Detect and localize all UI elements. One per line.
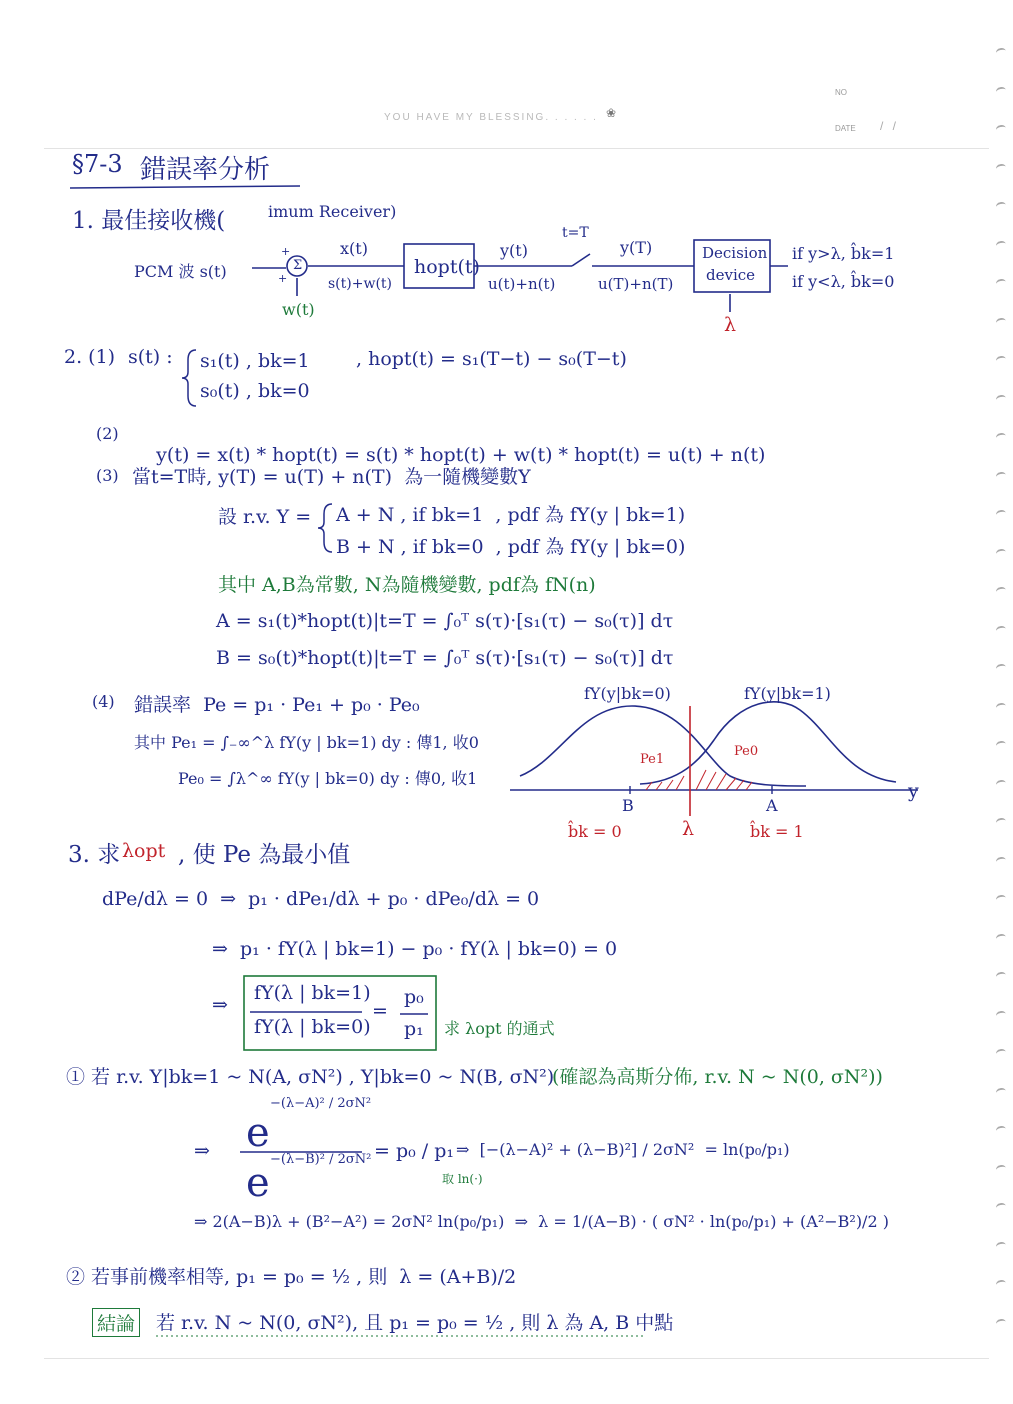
header-date-value: / / xyxy=(880,119,900,133)
gauss-den-exp: −(λ−B)² / 2σN² xyxy=(270,1152,372,1167)
sampler-switch xyxy=(572,254,590,266)
item1-title-fragment: imum Receiver) xyxy=(268,202,397,221)
item3-label: 3. 求 xyxy=(68,842,121,868)
gauss-num-exp: −(λ−A)² / 2σN² xyxy=(270,1096,372,1111)
item3-case2: ② 若事前機率相等, p₁ = p₀ = ½ , 則 λ = (A+B)/2 xyxy=(66,1266,517,1288)
diagram-source-label: PCM 波 s(t) xyxy=(134,262,227,281)
conclusion-text: 若 r.v. N ~ N(0, σN²), 且 p₁ = p₀ = ½ , 則 λ 為 A, B 中點 xyxy=(156,1312,674,1334)
fraction-bars xyxy=(240,1012,428,1152)
decision-rule-2: if y<λ, b̂k=0 xyxy=(792,272,895,291)
summer-circle xyxy=(287,256,307,276)
yT-expr: u(T)+n(T) xyxy=(598,275,674,293)
header-blessing: YOU HAVE MY BLESSING. . . . . . xyxy=(384,112,598,123)
item2-p1-label: 2. (1) xyxy=(64,346,116,368)
x-expr: s(t)+w(t) xyxy=(328,276,392,292)
sampler-label: t=T xyxy=(562,225,589,241)
gauss-arrow: ⇒ xyxy=(194,1140,210,1162)
sum-plus-left: + xyxy=(278,272,288,285)
item3-eq1: dPe/dλ = 0 ⇒ p₁ · dPe₁/dλ + p₀ · dPe₀/dλ = 0 xyxy=(102,888,540,910)
threshold-label: λ xyxy=(724,314,737,336)
brace-s xyxy=(182,350,196,406)
pdf-graph xyxy=(510,702,918,816)
item3-eq3-equals: = xyxy=(372,1000,388,1022)
item3-eq3-rhs-den: p₁ xyxy=(404,1018,424,1040)
item3-eq3-den: fY(λ | bk=0) xyxy=(254,1016,371,1038)
graph-decide0: b̂k = 0 xyxy=(568,822,622,841)
decision-rule-1: if y>λ, b̂k=1 xyxy=(792,244,895,263)
x-label: x(t) xyxy=(340,239,368,258)
item2-p3-case1: A + N , if bk=1 , pdf 為 fY(y | bk=1) xyxy=(336,504,686,526)
gauss-base-den: e xyxy=(246,1160,270,1206)
item3-solve-line: ⇒ 2(A−B)λ + (B²−A²) = 2σN² ln(p₀/p₁) ⇒ λ = 1/(A−B) · ( σN² · ln(p₀/p₁) + (A²−B²)/2 ) xyxy=(194,1212,889,1231)
item2-p2-label: (2) xyxy=(96,424,119,443)
item3-lambda-opt: λopt xyxy=(122,840,166,862)
item3-eq2: ⇒ p₁ · fY(λ | bk=1) − p₀ · fY(λ | bk=0) = 0 xyxy=(212,938,618,960)
item2-p1-hopt: , hopt(t) = s₁(T−t) − s₀(T−t) xyxy=(356,348,627,370)
conclusion-tag: 結論 xyxy=(92,1308,140,1337)
item3-eq3-note: 求 λopt 的通式 xyxy=(444,1019,555,1038)
item1-label: 1. 最佳接收機( xyxy=(72,208,226,234)
decision-line2: device xyxy=(706,266,756,284)
item2-p3-label: (3) xyxy=(96,466,119,485)
y-label: y(t) xyxy=(500,241,528,260)
item2-p4-pe0: Pe₀ = ∫λ^∞ fY(y | bk=0) dy : 傳0, 收1 xyxy=(178,769,478,788)
brace-Y xyxy=(318,504,332,552)
filter-box xyxy=(404,244,474,288)
item3-eq3-rhs-num: p₀ xyxy=(404,986,424,1008)
item2-p3-where: 其中 A,B為常數, N為隨機變數, pdf為 fN(n) xyxy=(218,574,596,596)
decision-box xyxy=(694,240,770,292)
graph-pe1-label: Pe1 xyxy=(640,752,665,767)
gauss-ln-note: 取 ln(·) xyxy=(442,1172,483,1186)
item3-eq3-num: fY(λ | bk=1) xyxy=(254,982,371,1004)
graph-tick-B: B xyxy=(622,796,634,815)
item2-p3-B: B = s₀(t)*hopt(t)|t=T = ∫₀ᵀ s(τ)·[s₁(τ) − s₀(τ)] dτ xyxy=(216,647,674,669)
item3-case1: ① 若 r.v. Y|bk=1 ~ N(A, σN²) , Y|bk=0 ~ N(B, σN²) xyxy=(66,1066,555,1088)
item2-p2-eq-text: y(t) = x(t) * hopt(t) = s(t) * hopt(t) + w(t) * hopt(t) = u(t) + n(t) xyxy=(156,444,766,466)
gauss-rhs: = p₀ / p₁ xyxy=(374,1140,454,1162)
block-diagram xyxy=(252,240,788,312)
gauss-step: ⇒ [−(λ−A)² + (λ−B)²] / 2σN² = ln(p₀/p₁) xyxy=(456,1140,790,1159)
section-title: 錯誤率分析 xyxy=(140,155,271,185)
item2-p1-case0: s₀(t) , bk=0 xyxy=(200,380,310,402)
item3-eq3-arrow: ⇒ xyxy=(212,994,228,1016)
sum-plus-top: + xyxy=(281,245,291,258)
item2-p3-set: 設 r.v. Y = xyxy=(218,506,312,528)
result-box xyxy=(244,976,436,1050)
noise-input-label: w(t) xyxy=(282,300,315,319)
item2-p4-label: (4) xyxy=(92,692,115,711)
item3-case1-note: (確認為高斯分佈, r.v. N ~ N(0, σN²)) xyxy=(552,1066,883,1088)
yT-label: y(T) xyxy=(620,238,653,257)
item2-p4-pe1: 其中 Pe₁ = ∫₋∞^λ fY(y | bk=1) dy : 傳1, 收0 xyxy=(134,733,479,752)
curve-bk1 xyxy=(640,702,896,784)
item2-p3-text: 當t=T時, y(T) = u(T) + n(T) 為一隨機變數Y xyxy=(132,466,531,488)
graph-pe0-label: Pe0 xyxy=(734,744,759,759)
header-date-label: DATE xyxy=(835,124,856,133)
item2-p1-lhs: s(t) : xyxy=(128,346,173,368)
item3-label-rest: , 使 Pe 為最小值 xyxy=(178,842,351,868)
item2-p1-case1: s₁(t) , bk=1 xyxy=(200,350,310,372)
sum-symbol: Σ xyxy=(293,258,303,273)
item2-p3-case0: B + N , if bk=0 , pdf 為 fY(y | bk=0) xyxy=(336,536,686,558)
graph-decide1: b̂k = 1 xyxy=(750,822,804,841)
graph-right-curve-label: fY(y|bk=1) xyxy=(744,684,831,703)
item2-p4-pe: 錯誤率 Pe = p₁ · Pe₁ + p₀ · Pe₀ xyxy=(134,694,420,716)
decision-line1: Decision xyxy=(702,244,768,262)
y-expr: u(t)+n(t) xyxy=(488,275,556,293)
graph-axis-label: y xyxy=(908,780,919,802)
curve-bk0 xyxy=(520,706,806,786)
graph-tick-lambda: λ xyxy=(682,818,695,840)
section-underline xyxy=(70,186,300,188)
filter-label: hopt(t) xyxy=(414,256,480,278)
header-no-label: NO xyxy=(835,88,847,97)
gauss-base-num: e xyxy=(246,1110,270,1156)
paw-icon: ❀ xyxy=(606,106,617,120)
graph-tick-A: A xyxy=(766,796,778,815)
graph-left-curve-label: fY(y|bk=0) xyxy=(584,684,671,703)
item2-p3-A: A = s₁(t)*hopt(t)|t=T = ∫₀ᵀ s(τ)·[s₁(τ) − s₀(τ)] dτ xyxy=(216,610,674,632)
section-number: §7-3 xyxy=(72,150,123,178)
